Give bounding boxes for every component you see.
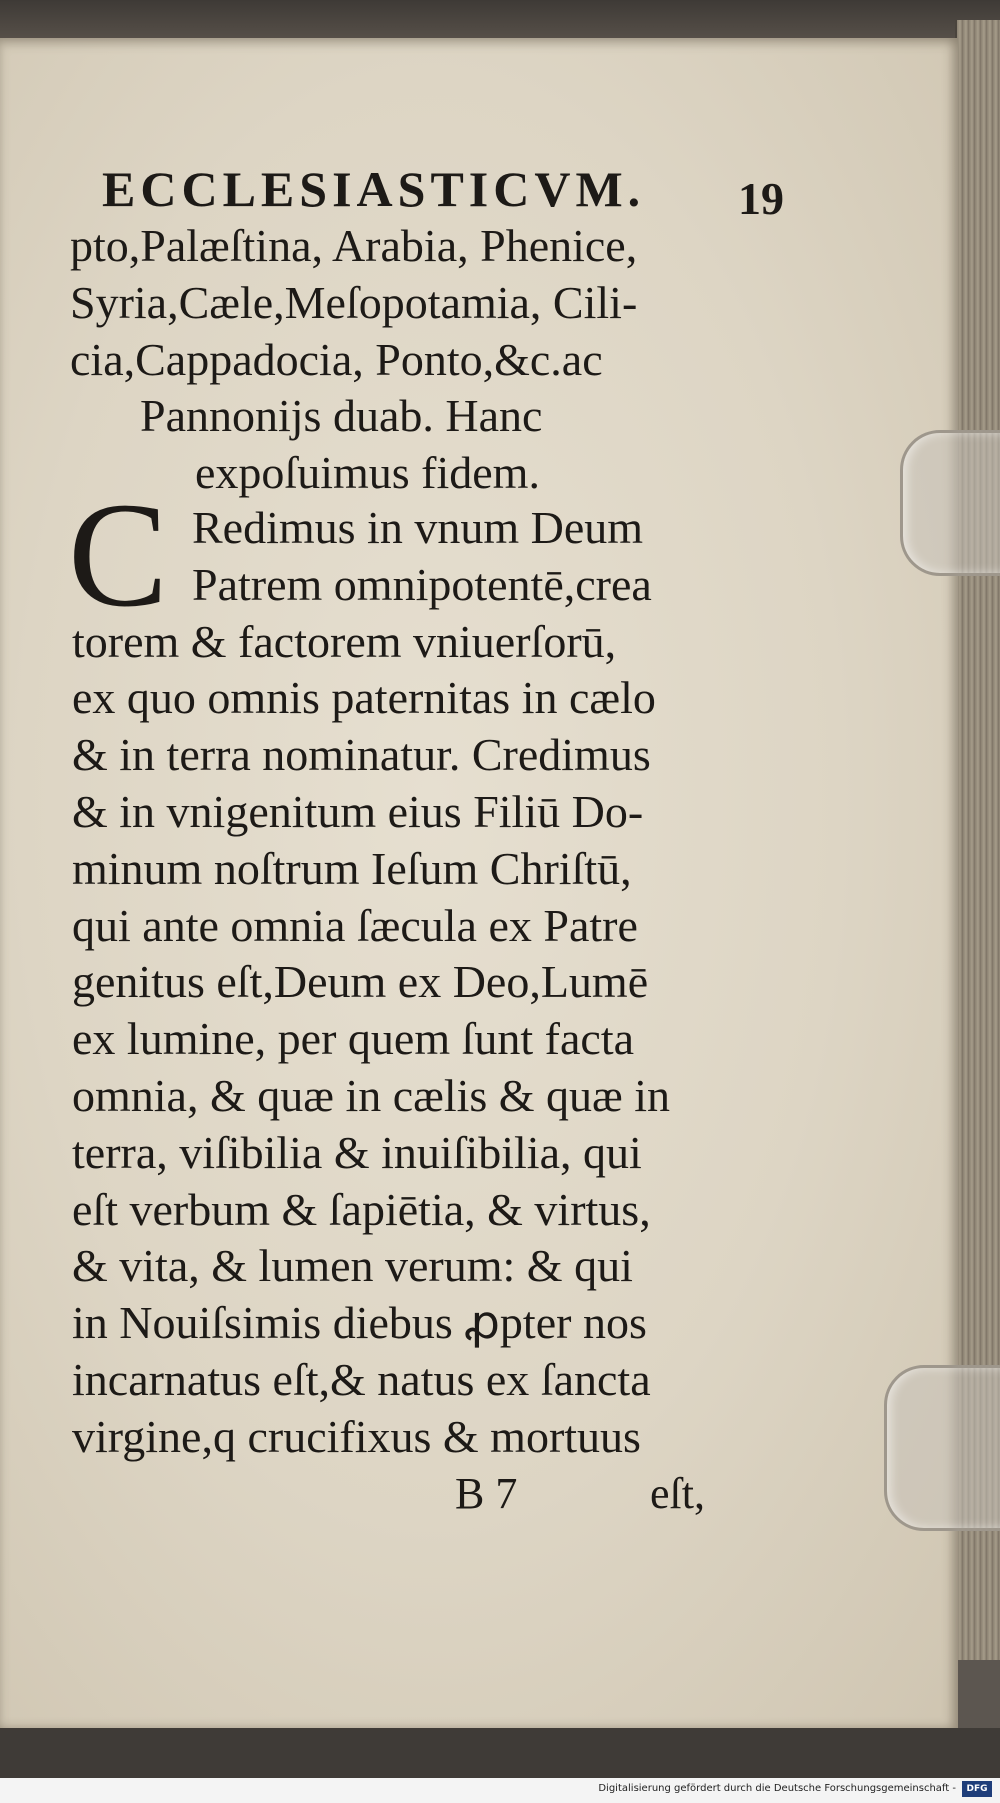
text-line: pto,Palæſtina, Arabia, Phenice, (70, 220, 638, 271)
running-header: ECCLESIASTICVM. (102, 161, 646, 217)
intro-text-block (70, 218, 750, 502)
creed-text-block (72, 500, 732, 1466)
text-line: expoſuimus fidem. (195, 447, 540, 499)
page-clip-bottom (884, 1365, 1000, 1531)
drop-cap: C (68, 472, 169, 638)
page-clip-top (900, 430, 1000, 576)
text-line: Syria,Cæle,Meſopotamia, Cili- (70, 276, 638, 328)
text-line: & in vnigenitum eius Filiū Do- (72, 785, 644, 837)
text-line: qui ante omnia ſæcula ex Patre (72, 899, 638, 951)
funding-credit: Digitalisierung gefördert durch die Deutsche Forschungsgemeinschaft - (598, 1783, 956, 1794)
dfg-logo: DFG (962, 1781, 992, 1797)
page-number: 19 (738, 173, 784, 224)
scanner-background-top (0, 0, 1000, 40)
text-line: genitus eſt,Deum ex Deo,Lumē (72, 956, 649, 1008)
text-line: omnia, & quæ in cælis & quæ in (72, 1069, 671, 1121)
scanner-background-bottom (0, 1728, 1000, 1778)
catchword: eſt, (650, 1469, 705, 1518)
text-line: in Nouiſsimis diebus ꝓpter nos (72, 1297, 647, 1349)
text-line: ex lumine, per quem ſunt facta (72, 1013, 635, 1065)
text-line: terra, viſibilia & inuiſibilia, qui (72, 1126, 642, 1178)
text-line: Patrem omnipotentē,crea (192, 558, 652, 610)
text-line: ex quo omnis paternitas in cælo (72, 672, 656, 724)
signature-mark: B 7 (455, 1469, 518, 1518)
text-line: & vita, & lumen verum: & qui (72, 1240, 633, 1292)
text-line: incarnatus eſt,& natus ex ſancta (72, 1353, 651, 1405)
text-line: eſt verbum & ſapiētia, & virtus, (72, 1183, 651, 1235)
text-line: Redimus in vnum Deum (192, 502, 644, 553)
text-line: virgine,q crucifixus & mortuus (72, 1410, 641, 1462)
text-line: Pannonijs duab. Hanc (140, 390, 543, 442)
text-line: & in terra nominatur. Credimus (72, 729, 651, 781)
text-line: minum noſtrum Ieſum Chriſtū, (72, 842, 632, 894)
text-line: torem & factorem vniuerſorū, (72, 615, 617, 667)
text-line: cia,Cappadocia, Ponto,&c.ac (70, 333, 603, 385)
